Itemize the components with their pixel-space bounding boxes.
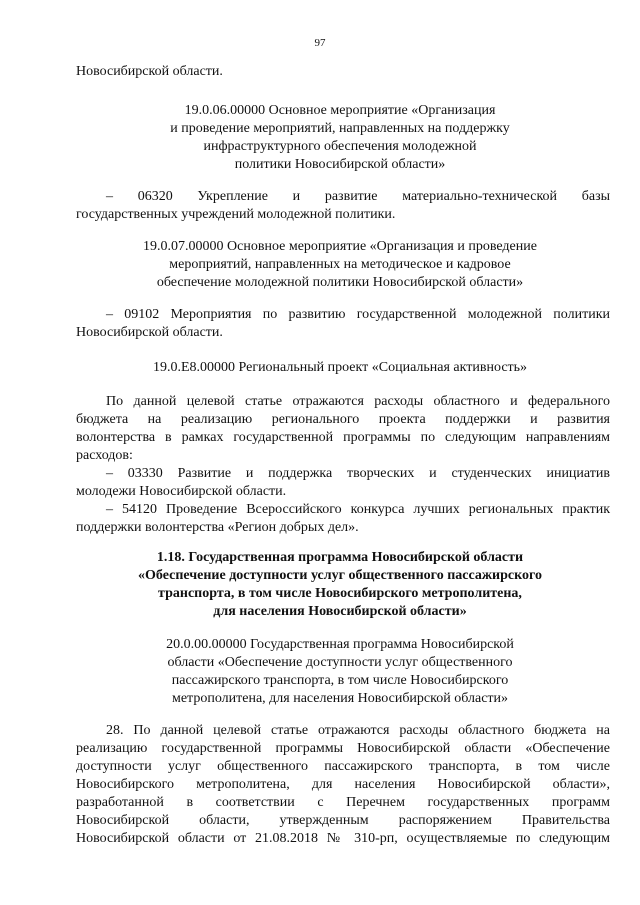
text-line: По данной целевой статье отражаются расходы областного и федерального: [106, 394, 610, 409]
section-heading-line: 19.0.07.00000 Основное мероприятие «Организация и проведение: [143, 239, 537, 254]
text-line: молодежи Новосибирской области.: [76, 484, 287, 499]
section-heading-line: области «Обеспечение доступности услуг общественного: [167, 655, 513, 670]
text-line: доступности услуг общественного пассажирского транспорта, в том числе: [76, 759, 610, 774]
text-line: – 06320 Укрепление и развитие материально-технической базы: [106, 189, 610, 204]
text-line: расходов:: [76, 448, 133, 463]
text-line: Новосибирской области.: [76, 325, 223, 340]
text-line: разработанной в соответствии с Перечнем государственных программ: [76, 795, 610, 810]
text-line: реализацию государственной программы Новосибирской области «Обеспечение: [76, 741, 610, 756]
text-line: – 09102 Мероприятия по развитию государственной молодежной политики: [106, 307, 610, 322]
page-number: 97: [314, 37, 326, 49]
program-heading-line: для населения Новосибирской области»: [213, 604, 467, 619]
section-heading-line: и проведение мероприятий, направленных на поддержку: [170, 121, 510, 136]
text-line: Новосибирской области, утвержденным распоряжением Правительства: [76, 813, 610, 828]
program-heading-line: транспорта, в том числе Новосибирского метрополитена,: [158, 586, 522, 601]
text-line: 28. По данной целевой статье отражаются расходы областного бюджета на: [106, 723, 610, 738]
text-line: волонтерства в рамках государственной программы по следующим направлениям: [76, 430, 610, 445]
section-heading-line: 19.0.E8.00000 Региональный проект «Социальная активность»: [152, 360, 528, 375]
text-line: – 54120 Проведение Всероссийского конкурса лучших региональных практик: [106, 502, 610, 517]
text-line: Новосибирского метрополитена, для населения Новосибирской области»,: [76, 777, 610, 792]
section-heading-line: политики Новосибирской области»: [234, 157, 446, 172]
text-line: – 03330 Развитие и поддержка творческих и студенческих инициатив: [106, 466, 610, 481]
section-heading-line: обеспечение молодежной политики Новосибирской области»: [156, 275, 524, 290]
section-heading-line: метрополитена, для населения Новосибирской области»: [171, 691, 509, 706]
program-heading-line: «Обеспечение доступности услуг общественного пассажирского: [138, 568, 542, 583]
section-heading-line: 19.0.06.00000 Основное мероприятие «Организация: [184, 103, 496, 118]
section-heading-line: пассажирского транспорта, в том числе Новосибирского: [171, 673, 509, 688]
text-line: государственных учреждений молодежной политики.: [76, 207, 396, 222]
text-line: Новосибирской области.: [76, 64, 223, 79]
text-line: бюджета на реализацию регионального проекта поддержки и развития: [76, 412, 610, 427]
section-heading-line: инфраструктурного обеспечения молодежной: [203, 139, 477, 154]
section-heading-line: мероприятий, направленных на методическое и кадровое: [169, 257, 511, 272]
section-heading-line: 20.0.00.00000 Государственная программа Новосибирской: [166, 637, 514, 652]
text-line: Новосибирской области от 21.08.2018 № 310-рп, осуществляемые по следующим: [76, 831, 610, 846]
program-heading-line: 1.18. Государственная программа Новосибирской области: [156, 550, 524, 565]
text-line: поддержки волонтерства «Регион добрых дел».: [76, 520, 359, 535]
